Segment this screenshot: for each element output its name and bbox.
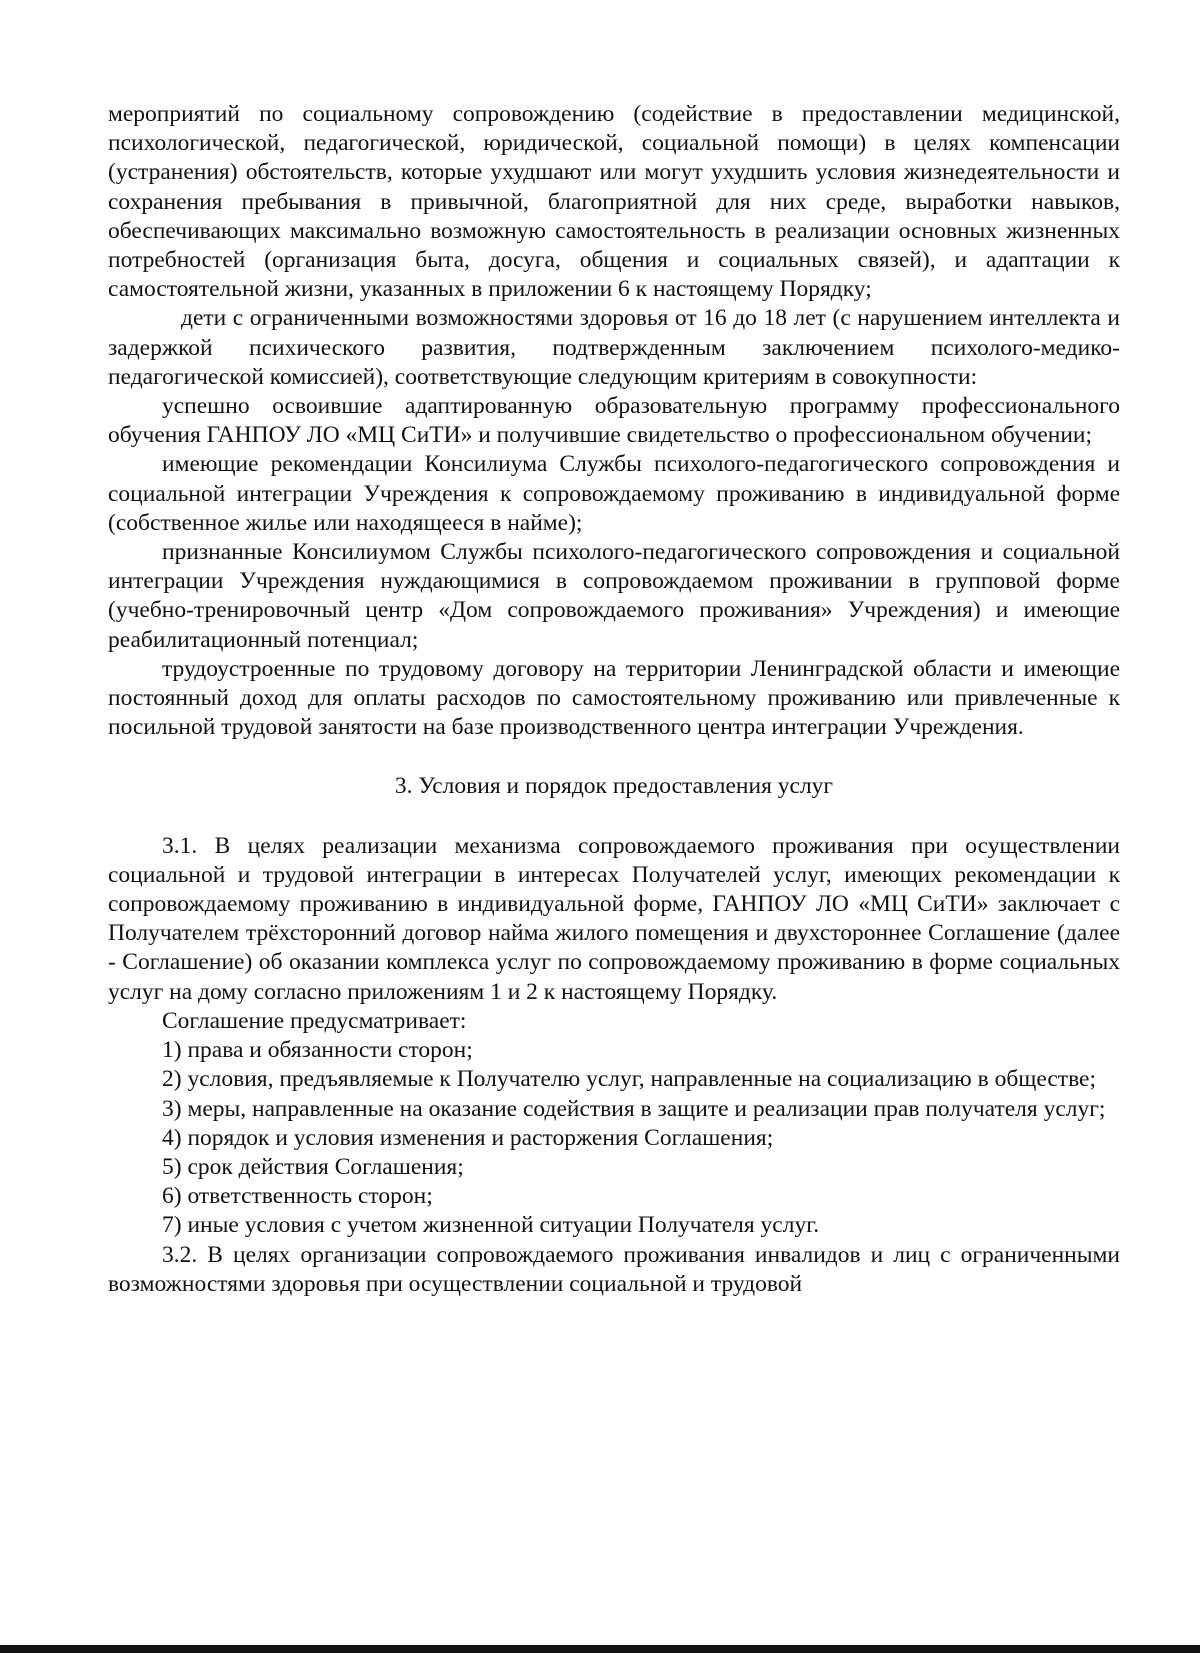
paragraph-children-criteria: дети с ограниченными возможностями здоровья от 16 до 18 лет (с нарушением интеллекта и задержкой психического развития, подтвержденным заключением психолого-медико-педагогической комиссией), соответствующие следующим критериям в совокупности:	[108, 305, 1120, 390]
paragraph-continuation: мероприятий по социальному сопровождению (содействие в предоставлении медицинской, психологической, педагогической, юридической, социальной помощи) в целях компенсации (устранения) обстоятельств, которые ухудшают или могут ухудшить условия жизнедеятельности и сохранения пребывания в привычной, благоприятной для них среде, выработки навыков, обеспечивающих максимально возможную самостоятельность в реализации основных жизненных потребностей (организация быта, досуга, общения и социальных связей), и адаптации к самостоятельной жизни, указанных в приложении 6 к настоящему Порядку;	[108, 101, 1120, 303]
list-item-7: 7) иные условия с учетом жизненной ситуации Получателя услуг.	[162, 1212, 820, 1239]
section-heading: 3. Условия и порядок предоставления услуг	[394, 773, 834, 800]
list-item-3: 3) меры, направленные на оказание содействия в защите и реализации прав получателя услуг;	[162, 1095, 1106, 1122]
list-item-1: 1) права и обязанности сторон;	[162, 1037, 473, 1064]
paragraph-3-1: 3.1. В целях реализации механизма сопровождаемого проживания при осуществлении социальной и трудовой интеграции в интересах Получателей услуг, имеющих рекомендации к сопровождаемому проживанию в индивидуальной форме, ГАНПОУ ЛО «МЦ СиТИ» заключает с Получателем трёхсторонний договор найма жилого помещения и двухстороннее Соглашение (далее - Соглашение) об оказании комплекса услуг по сопровождаемому проживанию в форме социальных услуг на дому согласно приложениям 1 и 2 к настоящему Порядку.	[108, 832, 1120, 1005]
list-item-2: 2) условия, предъявляемые к Получателю услуг, направленные на социализацию в обществе;	[162, 1066, 1096, 1093]
paragraph-criterion-2: имеющие рекомендации Консилиума Службы психолого-педагогического сопровождения и социальной интеграции Учреждения к сопровождаемому проживанию в индивидуальной форме (собственное жилье или находящееся в найме);	[108, 451, 1120, 536]
paragraph-3-2: 3.2. В целях организации сопровождаемого проживания инвалидов и лиц с ограниченными возможностями здоровья при осуществлении социальной и трудовой	[108, 1241, 1120, 1297]
list-item-6: 6) ответственность сторон;	[162, 1183, 433, 1210]
list-item-4: 4) порядок и условия изменения и расторжения Соглашения;	[162, 1124, 774, 1151]
spacer	[108, 742, 1120, 772]
paragraph-criterion-4: трудоустроенные по трудовому договору на территории Ленинградской области и имеющие постоянный доход для оплаты расходов по самостоятельному проживанию или привлеченные к посильной трудовой занятости на базе производственного центра интеграции Учреждения.	[108, 655, 1120, 741]
paragraph-criterion-3: признанные Консилиумом Службы психолого-педагогического сопровождения и социальной интеграции Учреждения нуждающимися в сопровождаемом проживании в групповой форме (учебно-тренировочный центр «Дом сопровождаемого проживания» Учреждения) и имеющие реабилитационный потенциал;	[108, 539, 1120, 653]
paragraph-agreement-intro: Соглашение предусматривает:	[162, 1007, 467, 1034]
scan-bottom-edge	[0, 1645, 1200, 1653]
paragraph-criterion-1: успешно освоившие адаптированную образовательную программу профессионального обучения ГАНПОУ ЛО «МЦ СиТИ» и получившие свидетельство о профессиональном обучении;	[108, 393, 1120, 449]
list-item-5: 5) срок действия Соглашения;	[162, 1153, 464, 1180]
document-body	[108, 100, 1120, 1299]
spacer	[108, 802, 1120, 832]
